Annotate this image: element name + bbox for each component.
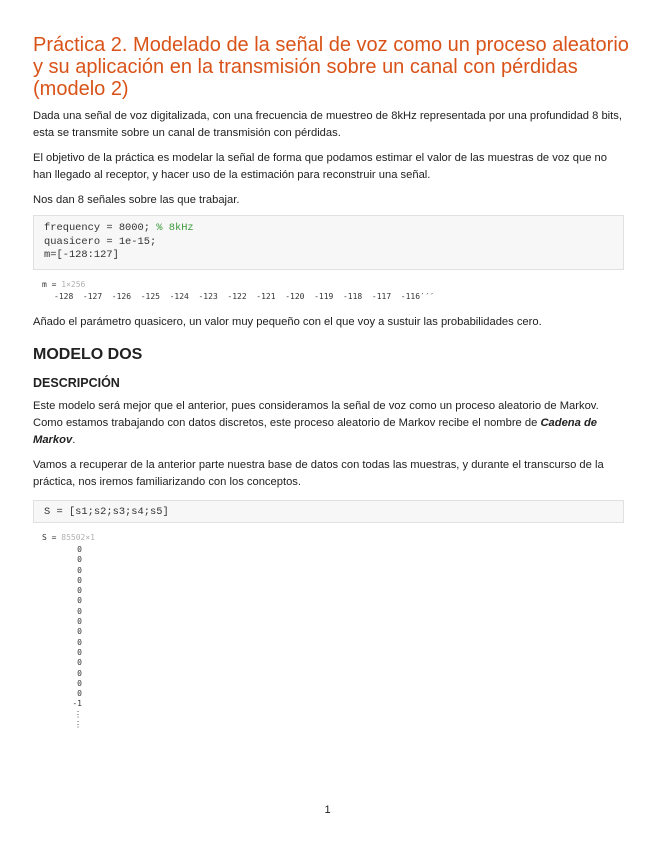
output-s-var: S = xyxy=(42,533,62,542)
output-s-value: -1 xyxy=(72,699,82,709)
output-s-size: 85502×1 xyxy=(61,533,95,542)
page-number: 1 xyxy=(324,804,331,816)
output-s-value: ⋮ xyxy=(74,720,82,730)
output-m-header xyxy=(42,280,85,290)
code-block-parameters[interactable] xyxy=(33,215,624,270)
output-s-values xyxy=(62,545,82,730)
output-s-value: 0 xyxy=(77,555,82,565)
output-s-value: 0 xyxy=(77,586,82,596)
markov-chain-term: Cadena de Markov xyxy=(33,417,598,446)
quasicero-paragraph: Añado el parámetro quasicero, un valor muy pequeño con el que voy a sustuir las probabilidades cero. xyxy=(33,316,542,328)
description-paragraph-1: Este modelo será mejor que el anterior, pues consideramos la señal de voz como un proceso aleatorio de Markov. Como estamos trabajando con datos discretos, este proceso aleatorio de Markov recibe el nombre de Cadena de Markov. xyxy=(33,400,599,446)
output-s-value: 0 xyxy=(77,575,82,585)
intro-paragraph-3: Nos dan 8 señales sobre las que trabajar. xyxy=(33,194,240,206)
code-block-database[interactable] xyxy=(33,500,624,523)
page-title: Práctica 2. Modelado de la señal de voz como un proceso aleatorio y su aplicación en la transmisión sobre un canal con pérdidas (modelo 2) xyxy=(33,34,629,100)
code-comment: % 8kHz xyxy=(156,222,194,234)
output-s-value: 0 xyxy=(77,606,82,616)
output-s-value: 0 xyxy=(77,678,82,688)
intro-paragraph-1: Dada una señal de voz digitalizada, con una frecuencia de muestreo de 8kHz representada por una profundidad 8 bits, esta se transmite sobre un canal de transmisión con pérdidas. xyxy=(33,110,622,139)
output-s-value: 0 xyxy=(77,596,82,606)
output-s-header xyxy=(42,533,95,543)
output-s-value: 0 xyxy=(77,658,82,668)
output-m-size: 1×256 xyxy=(61,280,86,289)
output-s-value: 0 xyxy=(77,647,82,657)
output-m-var: m = xyxy=(42,280,62,289)
intro-paragraph-2: El objetivo de la práctica es modelar la señal de forma que podamos estimar el valor de las muestras de voz que no han llegado al receptor, y hacer uso de la estimación para reconstruir una señal. xyxy=(33,152,607,181)
output-s-value: 0 xyxy=(77,689,82,699)
output-s-value: 0 xyxy=(77,668,82,678)
section-heading-modelo-dos: MODELO DOS xyxy=(33,346,143,363)
output-s-value: 0 xyxy=(77,545,82,554)
code-line-m: m=[-128:127] xyxy=(44,249,119,261)
output-m-values: -128 -127 -126 -125 -124 -123 -122 -121 -120 -119 -118 -117 -116′′′ xyxy=(54,292,435,301)
output-s-value: ⋮ xyxy=(74,709,82,719)
subsection-heading-descripcion: DESCRIPCIÓN xyxy=(33,376,120,390)
code-line-quasicero: quasicero = 1e-15; xyxy=(44,235,157,248)
output-s-value: 0 xyxy=(77,565,82,575)
code-line-s: S = [s1;s2;s3;s4;s5] xyxy=(44,506,169,518)
code-line-frequency: frequency = 8000; % 8kHz xyxy=(44,222,194,234)
output-s-value: 0 xyxy=(77,617,82,627)
output-s-value: 0 xyxy=(77,627,82,637)
output-s-value: 0 xyxy=(77,637,82,647)
description-paragraph-2: Vamos a recuperar de la anterior parte nuestra base de datos con todas las muestras, y durante el transcurso de la práctica, nos iremos familiarizando con los conceptos. xyxy=(33,459,604,488)
